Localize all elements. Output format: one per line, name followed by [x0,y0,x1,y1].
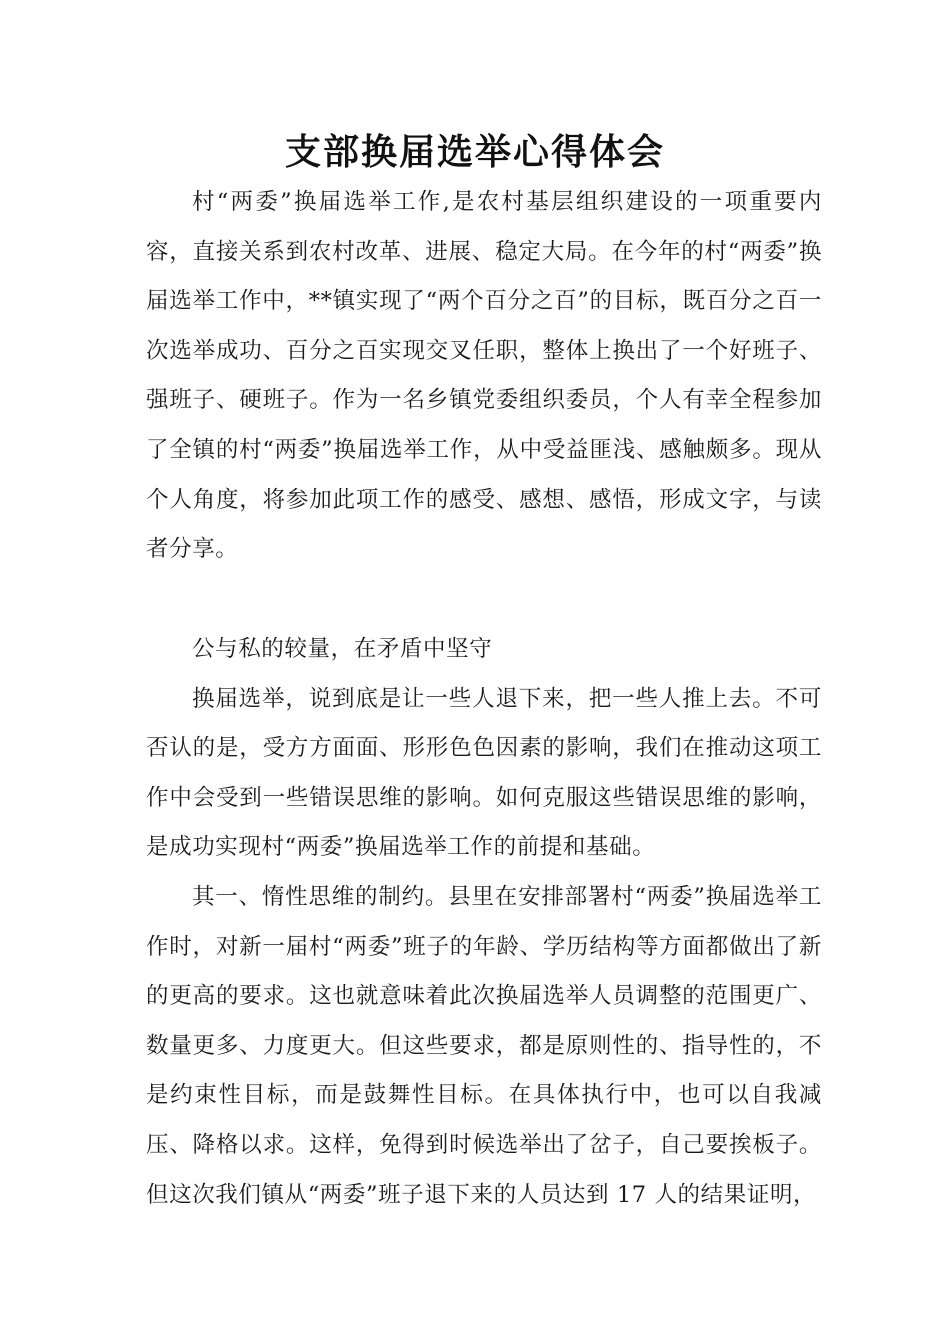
section-paragraph: 换届选举，说到底是让一些人退下来，把一些人推上去。不可否认的是，受方方面面、形形色色因素的影响，我们在推动这项工作中会受到一些错误思维的影响。如何克服这些错误思维的影响，是成功实现村“两委”换届选举工作的前提和基础。 [146,685,822,861]
document-title: 支部换届选举心得体会 [284,132,665,173]
intro-section [146,178,822,575]
main-section [146,625,822,1220]
section-paragraph: 其一、惰性思维的制约。县里在安排部署村“两委”换届选举工作时，对新一届村“两委”班子的年龄、学历结构等方面都做出了新的更高的要求。这也就意味着此次换届选举人员调整的范围更广、数量更多、力度更大。但这些要求，都是原则性的、指导性的，不是约束性目标，而是鼓舞性目标。在具体执行中，也可以自我减压、降格以求。这样，免得到时候选举出了岔子，自己要挨板子。但这次我们镇从“两委”班子退下来的人员达到 17 人的结果证明， [146,883,822,1208]
section-heading: 公与私的较量，在矛盾中坚守 [192,636,493,662]
intro-paragraph: 村“两委”换届选举工作,是农村基层组织建设的一项重要内容，直接关系到农村改革、进展、稳定大局。在今年的村“两委”换届选举工作中，**镇实现了“两个百分之百”的目标，既百分之百一次选举成功、百分之百实现交叉任职，整体上换出了一个好班子、强班子、硬班子。作为一名乡镇党委组织委员，个人有幸全程参加了全镇的村“两委”换届选举工作，从中受益匪浅、感触颇多。现从个人角度，将参加此项工作的感受、感想、感悟，形成文字，与读者分享。 [146,189,822,563]
